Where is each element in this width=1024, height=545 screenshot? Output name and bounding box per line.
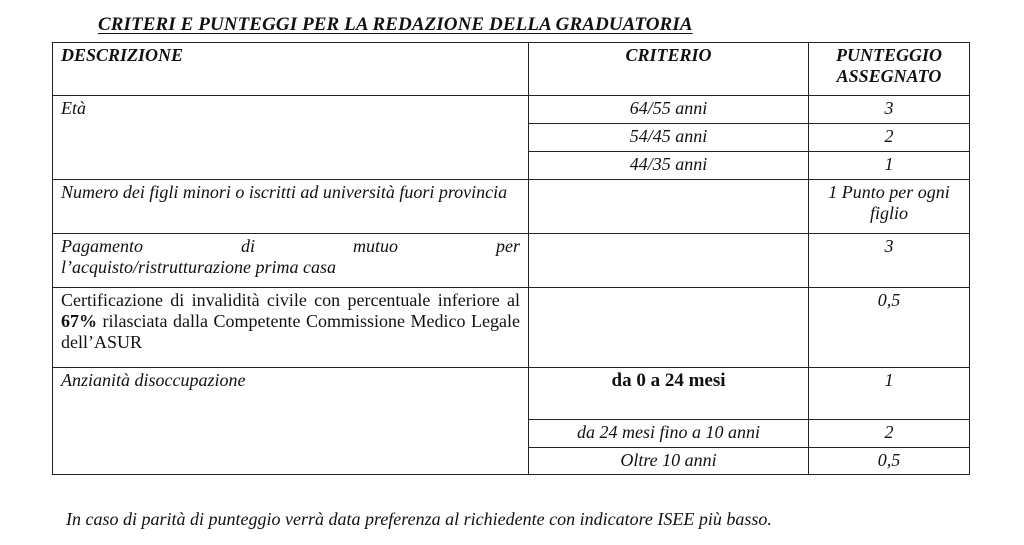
- invalidita-descrizione-pre: Certificazione di invalidità civile con percentuale inferiore al: [61, 290, 520, 310]
- figli-punteggio: 1 Punto per ogni figlio: [809, 180, 970, 234]
- eta-punteggio-3: 1: [809, 152, 970, 180]
- disoccupazione-criterio-3: Oltre 10 anni: [529, 448, 809, 475]
- disoccupazione-punteggio-2: 2: [809, 420, 970, 448]
- disoccupazione-descrizione: Anzianità disoccupazione: [53, 368, 529, 475]
- invalidita-percentuale: 67%: [61, 311, 97, 331]
- eta-punteggio-1: 3: [809, 96, 970, 124]
- disoccupazione-criterio-2: da 24 mesi fino a 10 anni: [529, 420, 809, 448]
- mutuo-descrizione: [53, 234, 529, 288]
- table-row: [53, 368, 970, 420]
- mutuo-descrizione-line1: Pagamento di mutuo per: [61, 236, 520, 256]
- document-title: CRITERI E PUNTEGGI PER LA REDAZIONE DELLA GRADUATORIA: [98, 14, 693, 35]
- table-row: [53, 234, 970, 288]
- header-criterio: CRITERIO: [529, 43, 809, 96]
- eta-criterio-2: 54/45 anni: [529, 124, 809, 152]
- invalidita-descrizione: [53, 288, 529, 368]
- disoccupazione-criterio-1: da 0 a 24 mesi: [529, 368, 809, 420]
- eta-criterio-1: 64/55 anni: [529, 96, 809, 124]
- mutuo-criterio: [529, 234, 809, 288]
- header-punteggio-line2: ASSEGNATO: [836, 66, 942, 86]
- disoccupazione-punteggio-1: 1: [809, 368, 970, 420]
- figli-criterio: [529, 180, 809, 234]
- header-descrizione: DESCRIZIONE: [53, 43, 529, 96]
- table-row: [53, 96, 970, 124]
- header-punteggio: [809, 43, 970, 96]
- table-header-row: [53, 43, 970, 96]
- table-row: [53, 180, 970, 234]
- eta-punteggio-2: 2: [809, 124, 970, 152]
- disoccupazione-punteggio-3: 0,5: [809, 448, 970, 475]
- mutuo-descrizione-line2: l’acquisto/ristrutturazione prima casa: [61, 257, 337, 277]
- invalidita-punteggio: 0,5: [809, 288, 970, 368]
- invalidita-criterio: [529, 288, 809, 368]
- invalidita-descrizione-post: rilasciata dalla Competente Commissione Medico Legale dell’ASUR: [61, 311, 520, 352]
- eta-descrizione: Età: [53, 96, 529, 180]
- footnote: In caso di parità di punteggio verrà data preferenza al richiedente con indicatore ISEE più basso.: [66, 509, 772, 529]
- eta-criterio-3: 44/35 anni: [529, 152, 809, 180]
- mutuo-punteggio: 3: [809, 234, 970, 288]
- header-punteggio-line1: PUNTEGGIO: [836, 45, 942, 65]
- figli-descrizione: Numero dei figli minori o iscritti ad università fuori provincia: [53, 180, 529, 234]
- criteria-table: [52, 42, 970, 475]
- table-row: [53, 288, 970, 368]
